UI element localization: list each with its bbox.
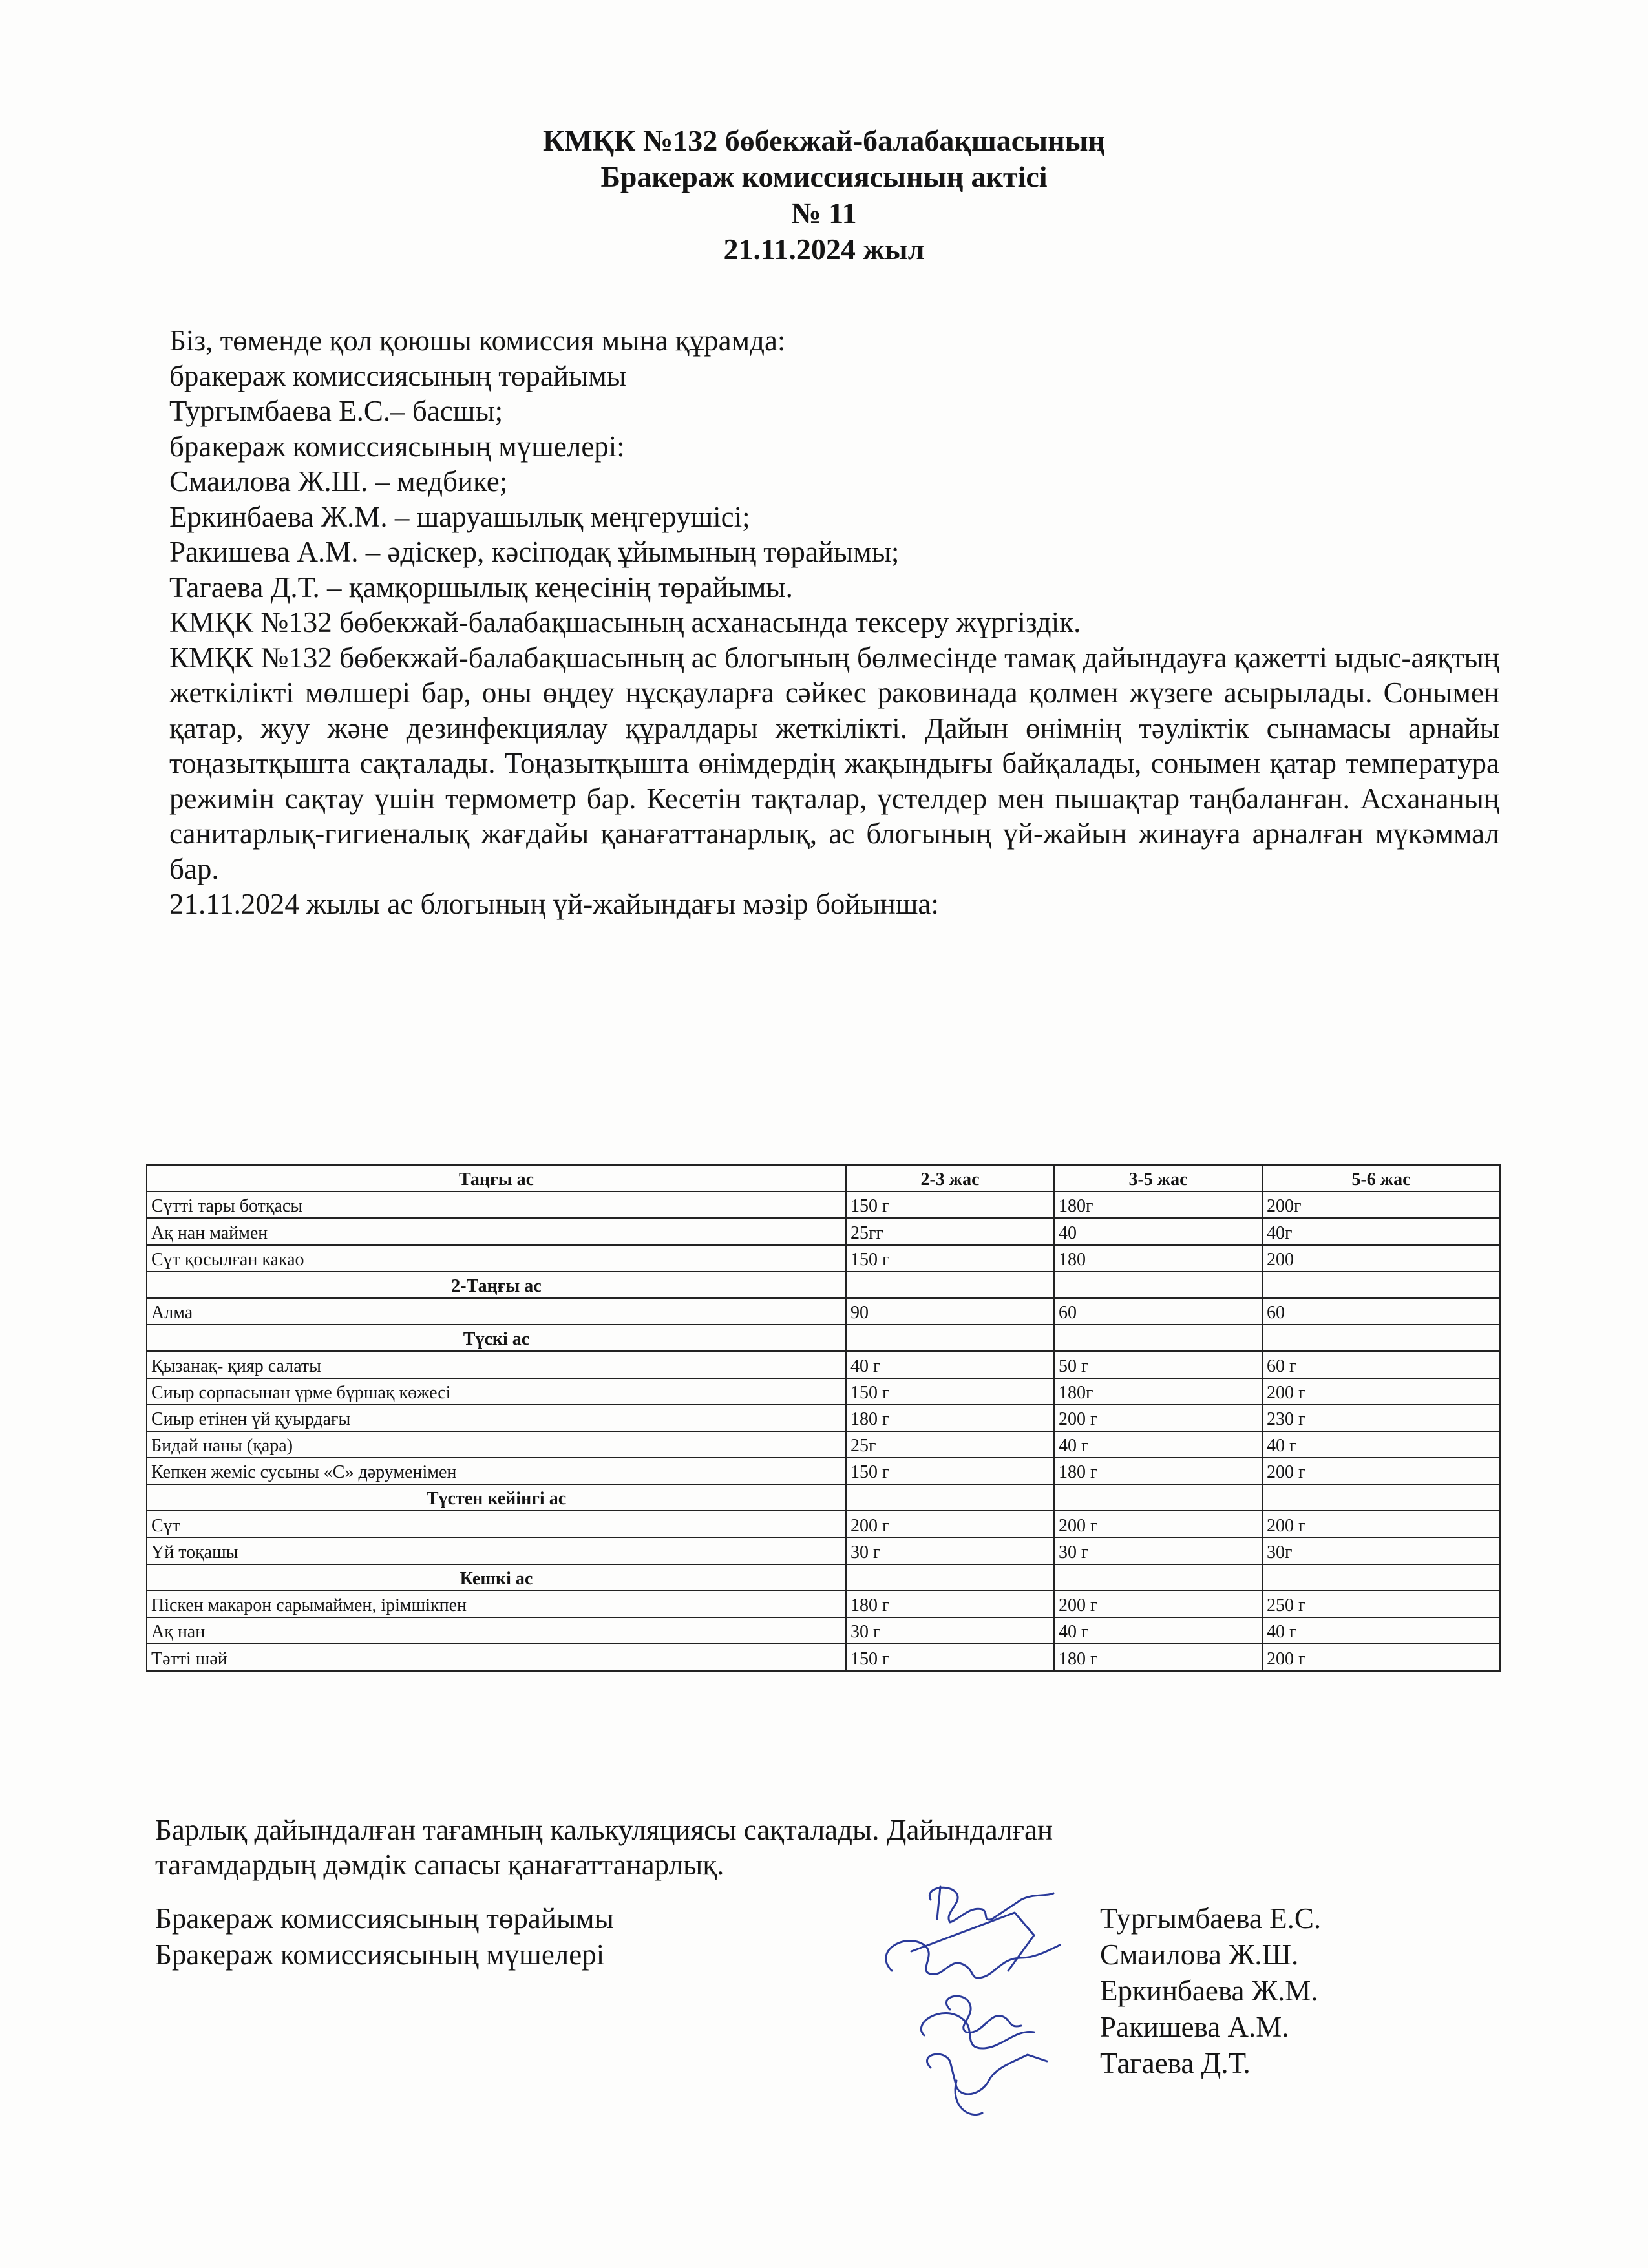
portion-2-3: 150 г	[846, 1458, 1054, 1484]
intro-line: Тургымбаева Е.С.– басшы;	[169, 395, 503, 427]
portion-3-5: 60	[1054, 1298, 1262, 1325]
table-row	[147, 1192, 1500, 1218]
dish-name: Тәтті шәй	[147, 1644, 846, 1670]
table-row	[147, 1245, 1500, 1272]
intro-line: КМҚК №132 бөбекжай-балабақшасының асханасында тексеру жүргіздік.	[169, 606, 1081, 638]
header-organization: КМҚК №132 бөбекжай-балабақшасының	[542, 124, 1105, 157]
portion-3-5: 200 г	[1054, 1405, 1262, 1431]
age-header-5-6: 5-6 жас	[1262, 1165, 1500, 1192]
section-title-lunch: Түскі ас	[147, 1325, 846, 1351]
table-row	[147, 1405, 1500, 1431]
dish-name: Ақ нан маймен	[147, 1218, 846, 1244]
portion-2-3: 40 г	[846, 1351, 1054, 1378]
table-row	[147, 1591, 1500, 1617]
empty-cell	[1262, 1484, 1500, 1511]
section-title-second-breakfast: 2-Таңғы ас	[147, 1272, 846, 1298]
signature-row-member	[155, 1973, 1512, 2009]
member-name: Смаилова Ж.Ш.	[1100, 1938, 1299, 1971]
table-header-row	[147, 1165, 1500, 1192]
portion-5-6: 200 г	[1262, 1458, 1500, 1484]
portion-5-6: 60	[1262, 1298, 1500, 1325]
section-row	[147, 1325, 1500, 1351]
portion-5-6: 30г	[1262, 1538, 1500, 1564]
empty-cell	[846, 1272, 1054, 1298]
portion-5-6: 230 г	[1262, 1405, 1500, 1431]
portion-3-5: 40	[1054, 1218, 1262, 1244]
table-row	[147, 1431, 1500, 1458]
header-act-number: № 11	[791, 196, 857, 229]
portion-5-6: 40 г	[1262, 1431, 1500, 1458]
dish-name: Қызанақ- қияр салаты	[147, 1351, 846, 1378]
document-header	[0, 123, 1648, 268]
portion-2-3: 150 г	[846, 1245, 1054, 1272]
menu-intro: 21.11.2024 жылы ас блогының үй-жайындағы мәзір бойынша:	[169, 888, 939, 920]
dish-name: Сүт қосылған какао	[147, 1245, 846, 1272]
portion-2-3: 180 г	[846, 1405, 1054, 1431]
dish-name: Сүт	[147, 1511, 846, 1537]
portion-5-6: 200 г	[1262, 1644, 1500, 1670]
intro-line: Смаилова Ж.Ш. – медбике;	[169, 465, 508, 498]
dish-name: Бидай наны (қара)	[147, 1431, 846, 1458]
portion-2-3: 150 г	[846, 1192, 1054, 1218]
intro-line: бракераж комиссиясының мүшелері:	[169, 430, 625, 463]
portion-5-6: 200г	[1262, 1192, 1500, 1218]
dish-name: Ақ нан	[147, 1617, 846, 1644]
age-header-2-3: 2-3 жас	[846, 1165, 1054, 1192]
dish-name: Кепкен жеміс сусыны «С» дәруменімен	[147, 1458, 846, 1484]
member-name: Ракишева А.М.	[1100, 2011, 1289, 2043]
table-row	[147, 1298, 1500, 1325]
portion-3-5: 180 г	[1054, 1458, 1262, 1484]
portion-2-3: 30 г	[846, 1538, 1054, 1564]
portion-2-3: 180 г	[846, 1591, 1054, 1617]
header-date: 21.11.2024 жыл	[723, 233, 925, 266]
portion-5-6: 40 г	[1262, 1617, 1500, 1644]
signature-row-member	[155, 2009, 1512, 2045]
dish-name: Үй тоқашы	[147, 1538, 846, 1564]
dish-name: Сүтті тары ботқасы	[147, 1192, 846, 1218]
intro-line: Біз, төменде қол қоюшы комиссия мына құрамда:	[169, 324, 786, 357]
signature-block	[155, 1900, 1512, 2081]
empty-cell	[1262, 1564, 1500, 1591]
chair-name: Тургымбаева Е.С.	[1100, 1902, 1322, 1935]
empty-cell	[846, 1325, 1054, 1351]
portion-5-6: 40г	[1262, 1218, 1500, 1244]
portion-3-5: 40 г	[1054, 1431, 1262, 1458]
table-row	[147, 1644, 1500, 1670]
footer-conclusion	[155, 1812, 1512, 1882]
empty-cell	[1054, 1484, 1262, 1511]
empty-cell	[1054, 1272, 1262, 1298]
table-row	[147, 1617, 1500, 1644]
table-row	[147, 1218, 1500, 1244]
portion-3-5: 180г	[1054, 1192, 1262, 1218]
dish-name: Алма	[147, 1298, 846, 1325]
empty-cell	[1054, 1564, 1262, 1591]
table-row	[147, 1351, 1500, 1378]
act-body	[169, 323, 1499, 922]
portion-2-3: 30 г	[846, 1617, 1054, 1644]
signature-row-chair	[155, 1900, 1512, 1937]
dish-name: Піскен макарон сарымаймен, ірімшікпен	[147, 1591, 846, 1617]
empty-cell	[1262, 1272, 1500, 1298]
section-row	[147, 1564, 1500, 1591]
table-row	[147, 1458, 1500, 1484]
portion-5-6: 200 г	[1262, 1511, 1500, 1537]
age-header-3-5: 3-5 жас	[1054, 1165, 1262, 1192]
portion-3-5: 180г	[1054, 1378, 1262, 1405]
portion-2-3: 150 г	[846, 1644, 1054, 1670]
portion-5-6: 60 г	[1262, 1351, 1500, 1378]
portion-3-5: 50 г	[1054, 1351, 1262, 1378]
dish-name: Сиыр сорпасынан үрме бұршақ көжесі	[147, 1378, 846, 1405]
portion-3-5: 40 г	[1054, 1617, 1262, 1644]
member-name: Еркинбаева Ж.М.	[1100, 1975, 1318, 2007]
portion-5-6: 200 г	[1262, 1378, 1500, 1405]
table-row	[147, 1538, 1500, 1564]
section-row	[147, 1272, 1500, 1298]
intro-line: Еркинбаева Ж.М. – шаруашылық меңгерушісі;	[169, 500, 750, 533]
portion-3-5: 30 г	[1054, 1538, 1262, 1564]
portion-2-3: 200 г	[846, 1511, 1054, 1537]
conclusion-line: Барлық дайындалған тағамның калькуляциясы сақталады. Дайындалған	[155, 1814, 1053, 1846]
intro-line: Ракишева А.М. – әдіскер, кәсіподақ ұйымының төрайымы;	[169, 536, 900, 568]
meal-header-breakfast: Таңғы ас	[147, 1165, 846, 1192]
signature-row-member	[155, 2045, 1512, 2081]
portion-3-5: 200 г	[1054, 1511, 1262, 1537]
chair-label: Бракераж комиссиясының төрайымы	[155, 1902, 614, 1935]
dish-name: Сиыр етінен үй қуырдағы	[147, 1405, 846, 1431]
portion-3-5: 180	[1054, 1245, 1262, 1272]
table-row	[147, 1378, 1500, 1405]
portion-3-5: 180 г	[1054, 1644, 1262, 1670]
intro-line: Тагаева Д.Т. – қамқоршылық кеңесінің төрайымы.	[169, 571, 793, 604]
table-row	[147, 1511, 1500, 1537]
section-title-afternoon-snack: Түстен кейінгі ас	[147, 1484, 846, 1511]
conclusion-line: тағамдардың дәмдік сапасы қанағаттанарлық.	[155, 1849, 724, 1881]
empty-cell	[1262, 1325, 1500, 1351]
portion-3-5: 200 г	[1054, 1591, 1262, 1617]
empty-cell	[1054, 1325, 1262, 1351]
portion-2-3: 150 г	[846, 1378, 1054, 1405]
members-label: Бракераж комиссиясының мүшелері	[155, 1938, 605, 1971]
portion-5-6: 250 г	[1262, 1591, 1500, 1617]
portion-2-3: 25гг	[846, 1218, 1054, 1244]
header-act-title: Бракераж комиссиясының актісі	[600, 160, 1048, 193]
signature-row-member	[155, 1937, 1512, 1973]
handwritten-signatures	[853, 1874, 1086, 2132]
portion-2-3: 25г	[846, 1431, 1054, 1458]
portion-2-3: 90	[846, 1298, 1054, 1325]
empty-cell	[846, 1564, 1054, 1591]
intro-line: бракераж комиссиясының төрайымы	[169, 359, 626, 392]
section-title-dinner: Кешкі ас	[147, 1564, 846, 1591]
member-name: Тагаева Д.Т.	[1100, 2047, 1251, 2079]
empty-cell	[846, 1484, 1054, 1511]
menu-table	[146, 1164, 1501, 1672]
section-row	[147, 1484, 1500, 1511]
portion-5-6: 200	[1262, 1245, 1500, 1272]
inspection-paragraph: КМҚК №132 бөбекжай-балабақшасының ас блогының бөлмесінде тамақ дайындауға қажетті ыдыс-аяқтың жеткілікті мөлшері бар, оны өңдеу нұсқауларға сәйкес раковинада қолмен жүзеге асырылады. Сонымен қатар, жуу және дезинфекциялау құралдары жеткілікті. Дайын өнімнің тәуліктік сынамасы арнайы тоңазытқышта сақталады. Тоңазытқышта өнімдердің жақындығы байқалады, сонымен қатар температура режимін сақтау үшін термометр бар. Кесетін тақталар, үстелдер мен пышақтар таңбаланған. Асхананың санитарлық-гигиеналық жағдайы қанағаттанарлық, ас блогының үй-жайын жинауға арналған мүкәммал бар.	[169, 641, 1499, 885]
